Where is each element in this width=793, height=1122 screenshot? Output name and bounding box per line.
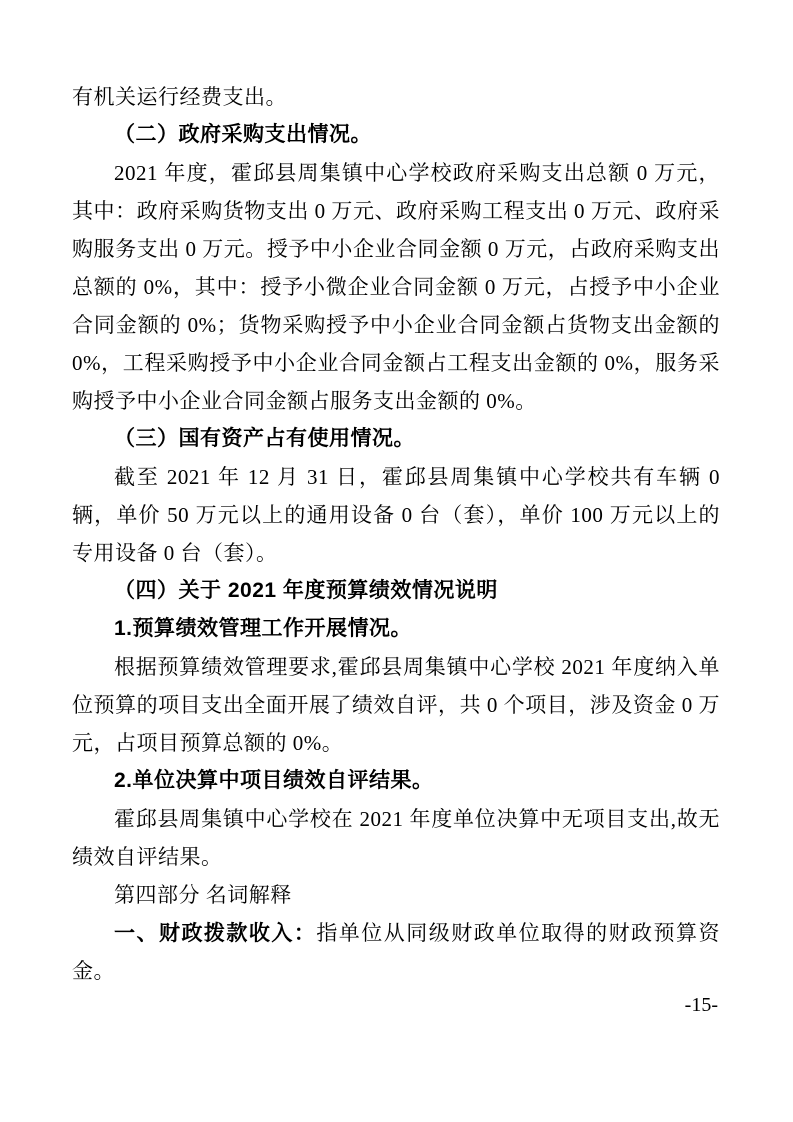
- paragraph-government-procurement: 2021 年度，霍邱县周集镇中心学校政府采购支出总额 0 万元，其中：政府采购货物支出 0 万元、政府采购工程支出 0 万元、政府采购服务支出 0 万元。授予中小企业合同金额 0 万元，占政府采购支出总额的 0%，其中：授予小微企业合同金额 0 万元，占授予中小企业合同金额的 0%；货物采购授予中小企业合同金额占货物支出金额的 0%，工程采购授予中小企业合同金额占工程支出金额的 0%，服务采购授予中小企业合同金额占服务支出金额的 0%。: [72, 161, 720, 413]
- section-heading-state-assets: （三）国有资产占有使用情况。: [114, 427, 415, 450]
- term-text: 指单位从同级财政单位取得的财政预算资金。: [72, 921, 720, 983]
- section-heading-government-procurement: （二）政府采购支出情况。: [114, 123, 372, 146]
- page-number: -15-: [684, 994, 718, 1016]
- subheading-self-evaluation-result: 2.单位决算中项目绩效自评结果。: [114, 769, 434, 792]
- paragraph-performance-management: 根据预算绩效管理要求,霍邱县周集镇中心学校 2021 年度纳入单位预算的项目支出全面开展了绩效自评，共 0 个项目，涉及资金 0 万元，占项目预算总额的 0%。: [72, 655, 720, 755]
- paragraph-self-evaluation-result: 霍邱县周集镇中心学校在 2021 年度单位决算中无项目支出,故无绩效自评结果。: [72, 807, 720, 869]
- paragraph-state-assets: 截至 2021 年 12 月 31 日，霍邱县周集镇中心学校共有车辆 0 辆，单价 50 万元以上的通用设备 0 台（套），单价 100 万元以上的专用设备 0 台（套）。: [72, 465, 720, 565]
- paragraph-continuation: 有机关运行经费支出。: [72, 85, 287, 109]
- section-heading-budget-performance: （四）关于 2021 年度预算绩效情况说明: [114, 579, 498, 602]
- part4-title: 第四部分 名词解释: [114, 883, 292, 907]
- subheading-performance-management: 1.预算绩效管理工作开展情况。: [114, 617, 413, 640]
- term-definition-fiscal-appropriation: [72, 914, 720, 990]
- term-label: 一、财政拨款收入：: [114, 921, 317, 945]
